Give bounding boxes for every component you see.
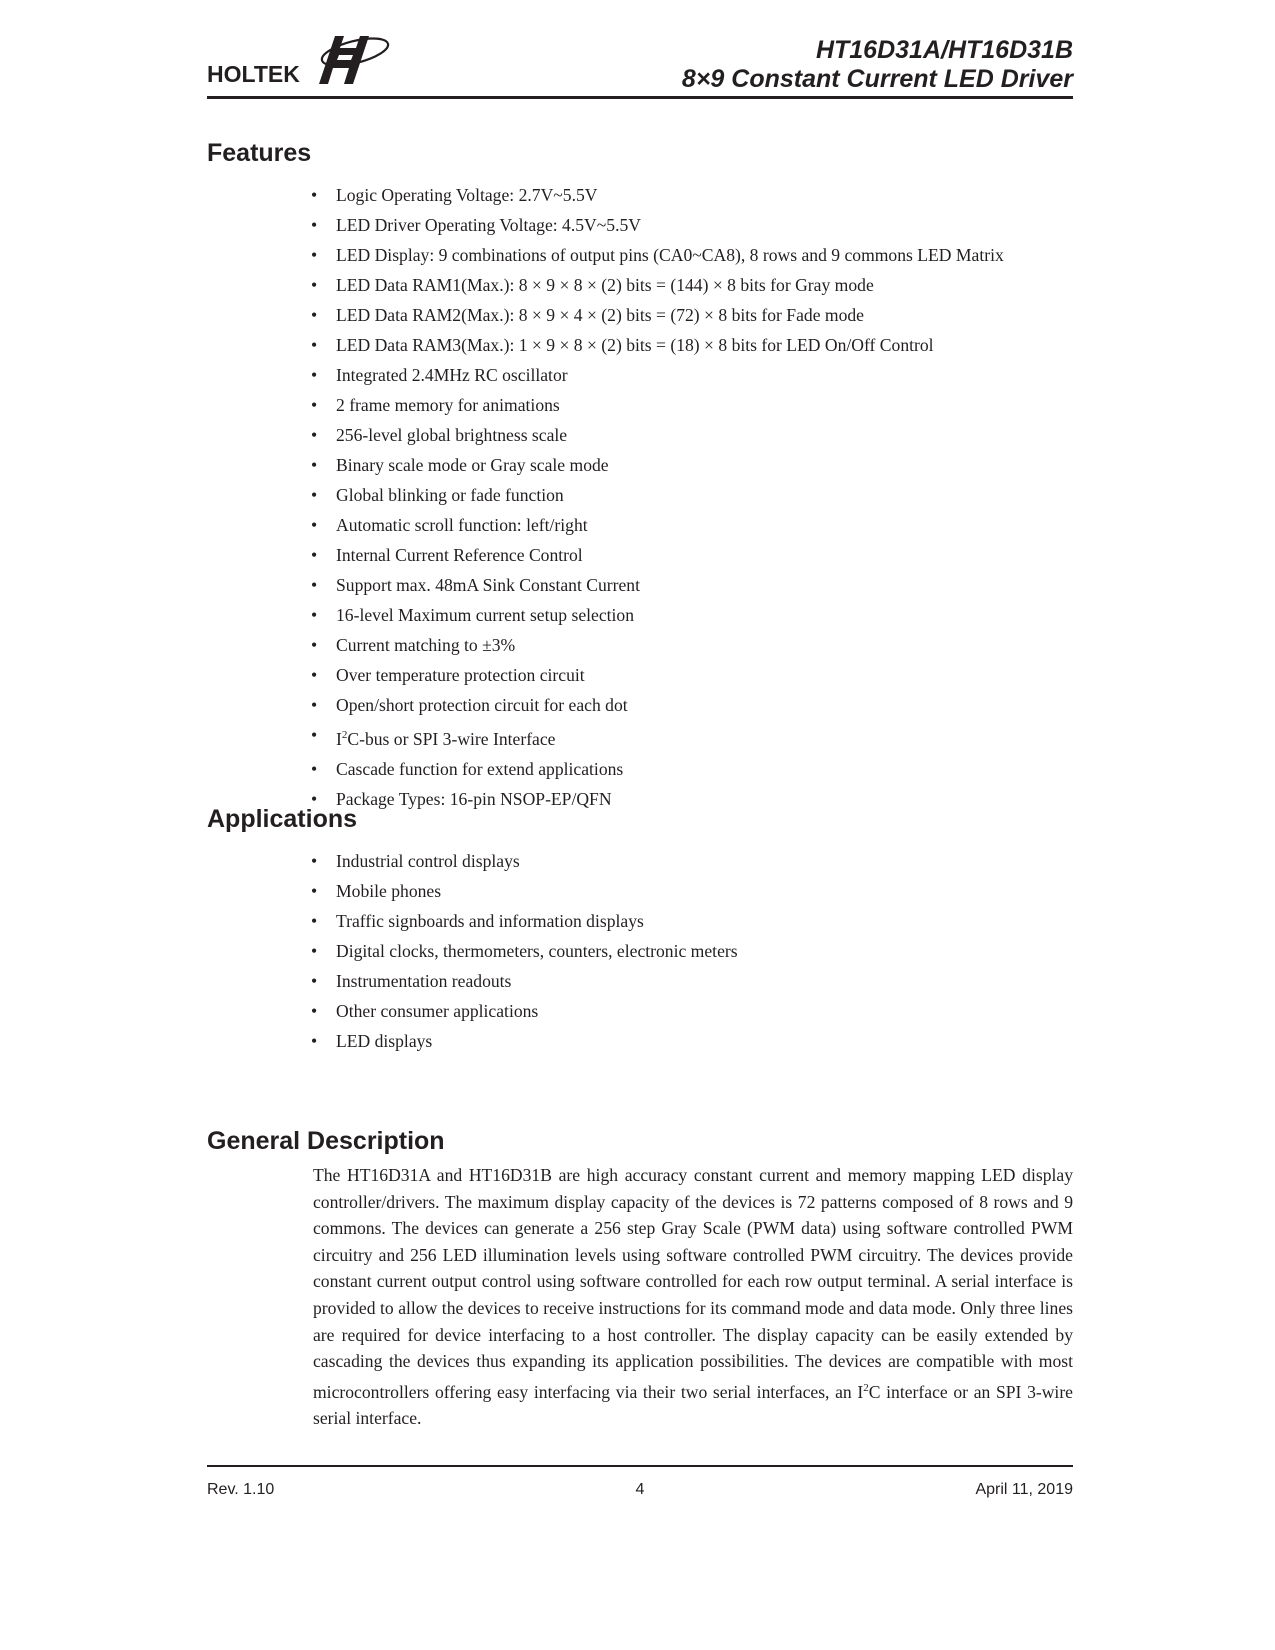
list-item: • Traffic signboards and information displays xyxy=(311,906,738,936)
header-title xyxy=(682,36,1073,94)
list-item: • Logic Operating Voltage: 2.7V~5.5V xyxy=(311,180,1004,210)
datasheet-page xyxy=(207,0,1073,1650)
list-item: • 256-level global brightness scale xyxy=(311,420,1004,450)
general-description-heading: General Description xyxy=(207,1127,445,1155)
i2c-letter: I xyxy=(336,728,342,749)
holtek-logo xyxy=(207,28,393,88)
list-item: • Digital clocks, thermometers, counters, electronic meters xyxy=(311,936,738,966)
list-item: • LED Data RAM2(Max.): 8 × 9 × 4 × (2) bits = (72) × 8 bits for Fade mode xyxy=(311,300,1004,330)
description-text: The HT16D31A and HT16D31B are high accuracy constant current and memory mapping LED display controller/drivers. The maximum display capacity of the devices is 72 patterns composed of 8 rows and 9 commons. The devices can generate a 256 step Gray Scale (PWM data) using software controlled PWM circuitry and 256 LED illumination levels using software controlled PWM circuitry. The devices provide constant current output control using software controlled for each row output terminal. A serial interface is provided to allow the devices to receive instructions for its command mode and data mode. Only three lines are required for device interfacing to a host controller. The display capacity can be easily extended by cascading the devices thus expanding its application possibilities. The devices are compatible with most microcontrollers offering easy interfacing via their two serial interfaces, an I xyxy=(313,1165,1073,1402)
features-list xyxy=(311,180,1004,814)
applications-heading: Applications xyxy=(207,805,358,833)
list-item: • Industrial control displays xyxy=(311,846,738,876)
list-item: • Cascade function for extend applications xyxy=(311,754,1004,784)
description-text-end: C interface or an SPI 3-wire serial interface. xyxy=(313,1381,1073,1429)
list-item: • 2 frame memory for animations xyxy=(311,390,1004,420)
part-number: HT16D31A/HT16D31B xyxy=(815,36,1073,64)
footer-divider xyxy=(207,1465,1073,1467)
list-item: • 16-level Maximum current setup selection xyxy=(311,600,1004,630)
description-superscript: 2 xyxy=(863,1381,869,1394)
list-item: • Binary scale mode or Gray scale mode xyxy=(311,450,1004,480)
list-item: • Integrated 2.4MHz RC oscillator xyxy=(311,360,1004,390)
list-item: • LED Driver Operating Voltage: 4.5V~5.5V xyxy=(311,210,1004,240)
list-item: • Current matching to ±3% xyxy=(311,630,1004,660)
list-item: • Mobile phones xyxy=(311,876,738,906)
list-item: • Package Types: 16-pin NSOP-EP/QFN xyxy=(311,784,1004,814)
revision-label: Rev. 1.10 xyxy=(207,1481,275,1498)
list-item: • Internal Current Reference Control xyxy=(311,540,1004,570)
product-subtitle: 8×9 Constant Current LED Driver xyxy=(681,65,1073,93)
holtek-logo-text: HOLTEK xyxy=(207,61,300,87)
page-number: 4 xyxy=(635,1481,645,1498)
revision-date: April 11, 2019 xyxy=(975,1481,1073,1498)
list-item-i2c xyxy=(311,720,1004,754)
list-item: • LED Display: 9 combinations of output pins (CA0~CA8), 8 rows and 9 commons LED Matrix xyxy=(311,240,1004,270)
features-heading: Features xyxy=(207,139,312,167)
list-item: • Global blinking or fade function xyxy=(311,480,1004,510)
list-item: • Other consumer applications xyxy=(311,996,738,1026)
i2c-text: C-bus or SPI 3-wire Interface xyxy=(347,728,556,749)
page-header xyxy=(207,24,1073,99)
general-description-body xyxy=(313,1162,1073,1432)
applications-list xyxy=(311,846,738,1056)
list-item: • LED Data RAM1(Max.): 8 × 9 × 8 × (2) bits = (144) × 8 bits for Gray mode xyxy=(311,270,1004,300)
list-item: • LED displays xyxy=(311,1026,738,1056)
list-item: • Support max. 48mA Sink Constant Current xyxy=(311,570,1004,600)
list-item: • Open/short protection circuit for each dot xyxy=(311,690,1004,720)
list-item: • Automatic scroll function: left/right xyxy=(311,510,1004,540)
list-item: • LED Data RAM3(Max.): 1 × 9 × 8 × (2) bits = (18) × 8 bits for LED On/Off Control xyxy=(311,330,1004,360)
list-item: • Instrumentation readouts xyxy=(311,966,738,996)
list-item: • Over temperature protection circuit xyxy=(311,660,1004,690)
i2c-superscript: 2 xyxy=(341,729,348,741)
